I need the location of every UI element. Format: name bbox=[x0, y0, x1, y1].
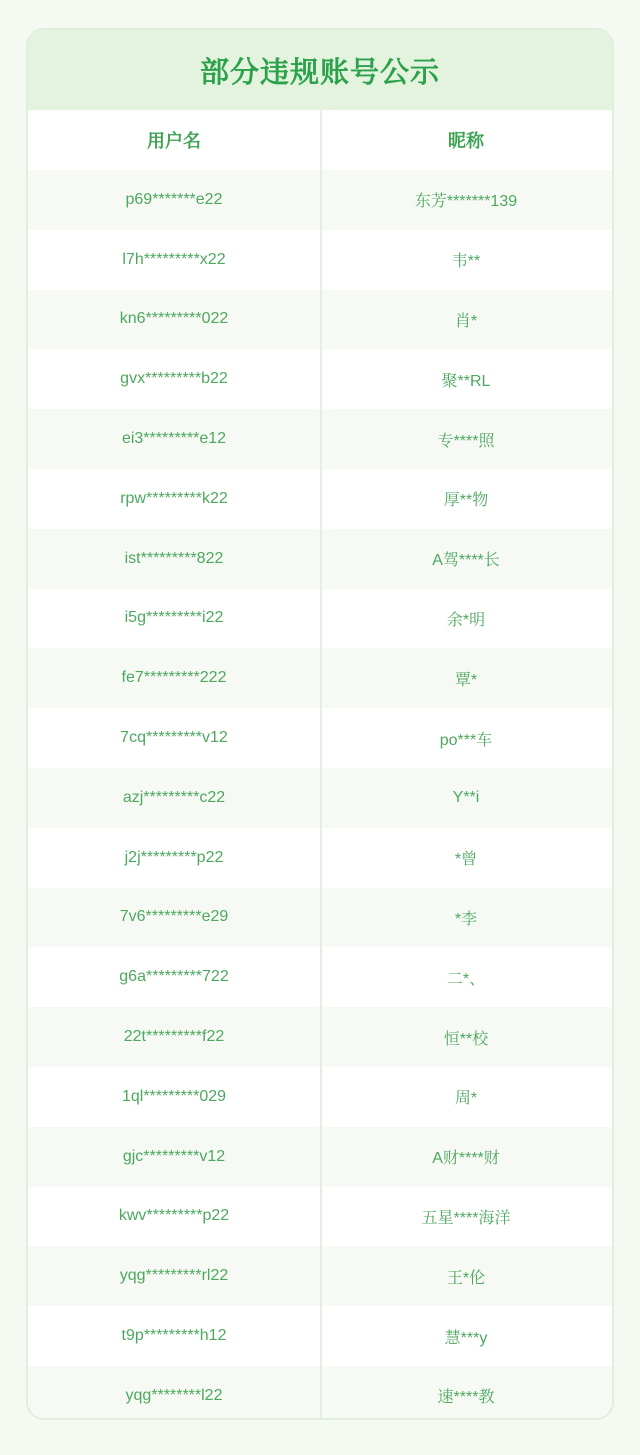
username-cell: 7cq*********v12 bbox=[120, 729, 228, 747]
nickname-cell: 韦** bbox=[451, 253, 481, 271]
nickname-cell: A财****财 bbox=[432, 1150, 500, 1168]
violation-card bbox=[26, 28, 614, 1420]
username-cell: l7h*********x22 bbox=[122, 250, 226, 268]
nickname-cell: 速****教 bbox=[437, 1389, 495, 1407]
username-cell: j2j*********p22 bbox=[124, 848, 224, 866]
username-cell: fe7*********222 bbox=[121, 669, 227, 687]
nickname-cell: 五星****海洋 bbox=[421, 1209, 511, 1227]
username-cell: g6a*********722 bbox=[119, 968, 229, 986]
header-nickname: 昵称 bbox=[448, 131, 484, 152]
nickname-cell: 恒**校 bbox=[443, 1030, 489, 1048]
nickname-cell: *李 bbox=[454, 910, 478, 928]
nickname-cell: 周* bbox=[454, 1090, 478, 1108]
nickname-cell: Y**i bbox=[452, 788, 480, 806]
username-cell: yqg********l22 bbox=[125, 1386, 223, 1404]
username-cell: ist*********822 bbox=[124, 549, 224, 567]
nickname-cell: 厚**物 bbox=[443, 492, 489, 510]
username-cell: kn6*********022 bbox=[119, 310, 229, 328]
accounts-table bbox=[28, 110, 612, 1420]
username-cell: rpw*********k22 bbox=[120, 489, 228, 507]
nickname-cell: 二*、 bbox=[446, 970, 486, 988]
nickname-cell: 聚**RL bbox=[441, 372, 491, 390]
title-bar bbox=[28, 30, 612, 110]
username-cell: i5g*********i22 bbox=[124, 609, 224, 627]
username-cell: t9p*********h12 bbox=[121, 1327, 227, 1345]
header-username: 用户名 bbox=[147, 131, 201, 152]
username-cell: yqg*********rl22 bbox=[119, 1267, 229, 1285]
page-title: 部分违规账号公示 bbox=[199, 54, 440, 89]
username-cell: 1ql*********029 bbox=[121, 1087, 227, 1105]
username-cell: 22t*********f22 bbox=[123, 1028, 225, 1046]
username-cell: azj*********c22 bbox=[122, 788, 226, 806]
username-cell: p69*******e22 bbox=[125, 190, 223, 208]
username-cell: kwv*********p22 bbox=[118, 1207, 230, 1225]
nickname-cell: 东芳*******139 bbox=[414, 193, 518, 211]
nickname-cell: 肖* bbox=[454, 312, 478, 330]
nickname-cell: po***车 bbox=[439, 731, 493, 749]
nickname-cell: 王*伦 bbox=[446, 1269, 486, 1287]
nickname-cell: 慧***y bbox=[444, 1329, 488, 1347]
username-cell: ei3*********e12 bbox=[121, 430, 227, 448]
nickname-cell: A驾****长 bbox=[432, 552, 500, 570]
nickname-cell: *曾 bbox=[454, 851, 478, 869]
username-cell: gvx*********b22 bbox=[120, 370, 228, 388]
nickname-cell: 覃* bbox=[454, 671, 478, 689]
username-cell: gjc*********v12 bbox=[122, 1147, 226, 1165]
nickname-cell: 专****照 bbox=[437, 432, 495, 450]
nickname-cell: 余*明 bbox=[446, 611, 486, 629]
column-divider bbox=[320, 110, 322, 1420]
username-cell: 7v6*********e29 bbox=[119, 908, 229, 926]
